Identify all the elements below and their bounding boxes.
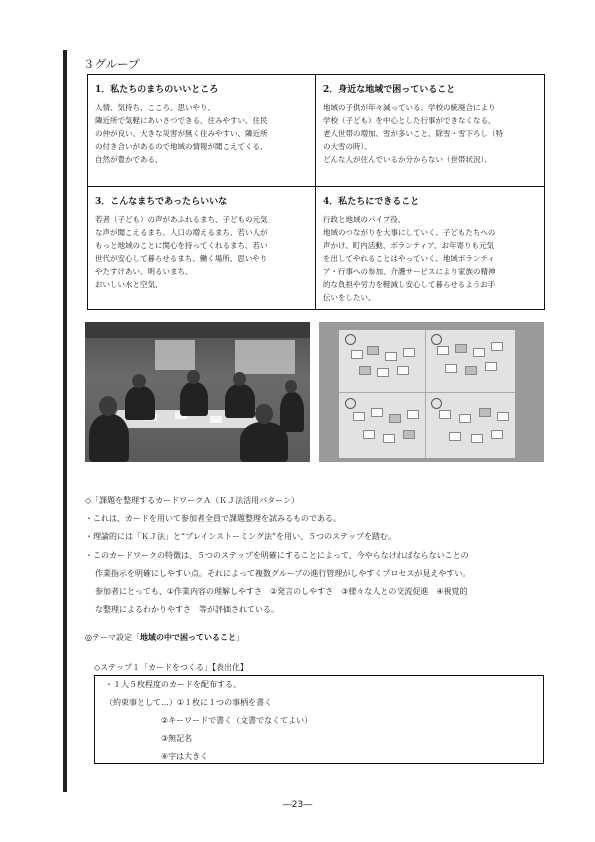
grid-cell-ideal-town: [88, 187, 316, 309]
photo-card: [359, 366, 371, 375]
grid-line: を出してやれることはやっていく、地域ボランティ: [323, 254, 495, 263]
grid-line: 老人世帯の増加、雪が多いこと、除雪・雪下ろし（特: [323, 129, 503, 138]
photo-circle-mark: [345, 334, 356, 345]
photo-card: [383, 434, 395, 443]
grid-line: 地域の子供が年々減っている、学校の統廃合により: [323, 103, 496, 112]
grid-line: な声が聞こえるまち、人口の増えるまち、若い人が: [95, 228, 268, 237]
photo-window: [155, 340, 195, 370]
theme-prefix: ◎テーマ設定「: [85, 633, 140, 642]
grid-line: やたすけあい、明るいまち、: [95, 267, 193, 276]
theme-setting: [85, 632, 244, 643]
photo-card: [403, 430, 415, 439]
photo-head: [187, 370, 200, 384]
grid-cell-what-we-can-do: [316, 187, 544, 309]
grid-line: もっと地域のことに関心を持ってくれるまち、若い: [95, 241, 268, 250]
photo-person: [89, 414, 129, 462]
photo-person: [180, 382, 208, 416]
note-line: ・これは、カードを用いて参加者全員で課題整理を試みるものである。: [85, 514, 341, 524]
grid-line: 若者（子ども）の声があふれるまち、子どもの元気: [95, 215, 268, 224]
grid-line: 自然が豊かである、: [95, 155, 163, 164]
grid-line: の付き合いがあるので地域の情報が聞こえてくる、: [95, 142, 268, 151]
photo-card: [367, 346, 379, 355]
photo-circle-mark: [431, 398, 442, 409]
grid-line: どんな人が住んでいるか分からない（世帯状況）、: [323, 155, 492, 164]
grid-line: 地域のつながりを大事にしていく、子どもたちへの: [323, 228, 496, 237]
photo-person: [280, 392, 304, 432]
note-line: 作業指示を明確にしやすい点。それによって複数グループの進行管理がしやすくプロセスが見えやすい。: [95, 568, 471, 578]
photo-card: [437, 346, 449, 355]
grid-line: おいしい水と空気、: [95, 280, 163, 289]
photo-person: [125, 386, 155, 420]
grid-line: の仲が良い、大きな災害が無く住みやすい、隣近所: [95, 129, 268, 138]
photo-head: [233, 372, 246, 386]
grid-cell-title: 3．こんなまちであったらいいな: [95, 197, 228, 207]
photo-head: [132, 374, 146, 388]
margin-rule: [63, 50, 67, 792]
card-board-photo: [319, 322, 544, 462]
photo-card: [485, 362, 497, 371]
photo-card: [407, 410, 419, 419]
photo-card: [497, 412, 509, 421]
photo-card: [439, 410, 451, 419]
step-line: （約束事として…）①１枚に１つの事柄を書く: [105, 698, 273, 707]
card-work-description: [85, 492, 470, 619]
photo-head: [285, 380, 297, 393]
grid-line: 声かけ、町内活動、ボランティア、お年寄りも元気: [323, 241, 494, 250]
note-line: ・このカードワークの特徴は、５つのステップを明確にすることによって、今やらなければならないことの: [85, 550, 469, 560]
photo-board-seam: [425, 330, 426, 458]
step-line: ・１人５枚程度のカードを配布する。: [105, 680, 241, 689]
photo-card: [445, 364, 457, 373]
workshop-meeting-photo: [85, 322, 310, 462]
grid-line: ア・行事への参加、介護サービスにより家族の精神: [323, 267, 496, 276]
grid-cell-title: 2．身近な地域で困っていること: [323, 85, 456, 95]
photo-head: [255, 404, 273, 424]
grid-line: 世代が安心して暮らせるまち、働く場所、思いやり: [95, 254, 268, 263]
photo-card: [459, 414, 471, 423]
step-instructions-box: [94, 675, 544, 764]
photo-head: [99, 396, 117, 416]
grid-line: 学校（子ども）を中心とした行事ができなくなる、: [323, 116, 496, 125]
photo-circle-mark: [431, 334, 442, 345]
photo-card: [397, 366, 409, 375]
theme-suffix: 」: [235, 633, 244, 642]
note-line: な整理によるわかりやすさ 等が評価されている。: [95, 605, 279, 615]
grid-line: 伝いをしたい、: [323, 293, 376, 302]
photo-card: [377, 368, 389, 377]
photo-card: [471, 434, 483, 443]
grid-cell-body: [323, 101, 537, 166]
grid-cell-body: [95, 101, 308, 166]
grid-cell-good-points: [88, 75, 316, 187]
grid-cell-title: 1．私たちのまちのいいところ: [95, 85, 219, 95]
step-line: ④字は大きく: [161, 752, 209, 761]
note-line: ◇「課題を整理するカードワークＡ（ＫＪ法活用パターン）: [85, 496, 299, 505]
photo-card: [389, 414, 401, 423]
grid-cell-local-problems: [316, 75, 544, 187]
grid-cell-body: [323, 213, 537, 304]
photo-window: [235, 340, 295, 374]
photo-ceiling: [85, 322, 310, 338]
group-heading: ３グループ: [83, 57, 140, 71]
note-line: 参加者にとっても、①作業内容の理解しやすさ ②発言のしやすさ ③様々な人との交流促進 ④視覚的: [95, 587, 468, 597]
page-number: ―23―: [282, 800, 313, 810]
theme-title: 地域の中で困っていること: [139, 633, 236, 642]
photo-card: [363, 430, 375, 439]
photo-paper: [210, 416, 222, 423]
step-line: ③無記名: [161, 734, 193, 743]
photo-card: [353, 412, 365, 421]
photo-card: [479, 408, 491, 417]
photo-person: [225, 384, 255, 418]
photo-card: [403, 348, 415, 357]
step-heading: ◇ステップ１「カードをつくる」【表出化】: [94, 663, 248, 672]
grid-line: 隣近所で気軽にあいさつできる、住みやすい、住民: [95, 116, 268, 125]
photo-card: [371, 408, 383, 417]
grid-line: の大雪の時）、: [323, 142, 372, 151]
grid-line: 行政と地域のパイプ役、: [323, 215, 406, 224]
summary-grid: [87, 74, 545, 310]
photo-card: [491, 342, 503, 351]
grid-cell-title: 4．私たちにできること: [323, 197, 420, 207]
photo-card: [351, 350, 363, 359]
photo-card: [465, 366, 477, 375]
photo-circle-mark: [345, 398, 356, 409]
grid-cell-body: [95, 213, 308, 291]
photo-card: [455, 344, 467, 353]
photo-card: [473, 348, 485, 357]
step-line: ②キーワードで書く（文書でなくてよい）: [161, 716, 313, 725]
photo-card: [385, 352, 397, 361]
photo-board-seam: [339, 392, 515, 393]
photo-card: [449, 432, 461, 441]
note-line: ・理論的には「ＫＪ法」と“プレインストーミング法”を用い、５つのステップを踏む。: [85, 532, 397, 542]
grid-line: 的な負担や労力を軽減し安心して暮らせるようお手: [323, 280, 496, 289]
photo-card: [491, 430, 503, 439]
grid-line: 人情、気持ち、こころ、思いやり、: [95, 103, 215, 112]
